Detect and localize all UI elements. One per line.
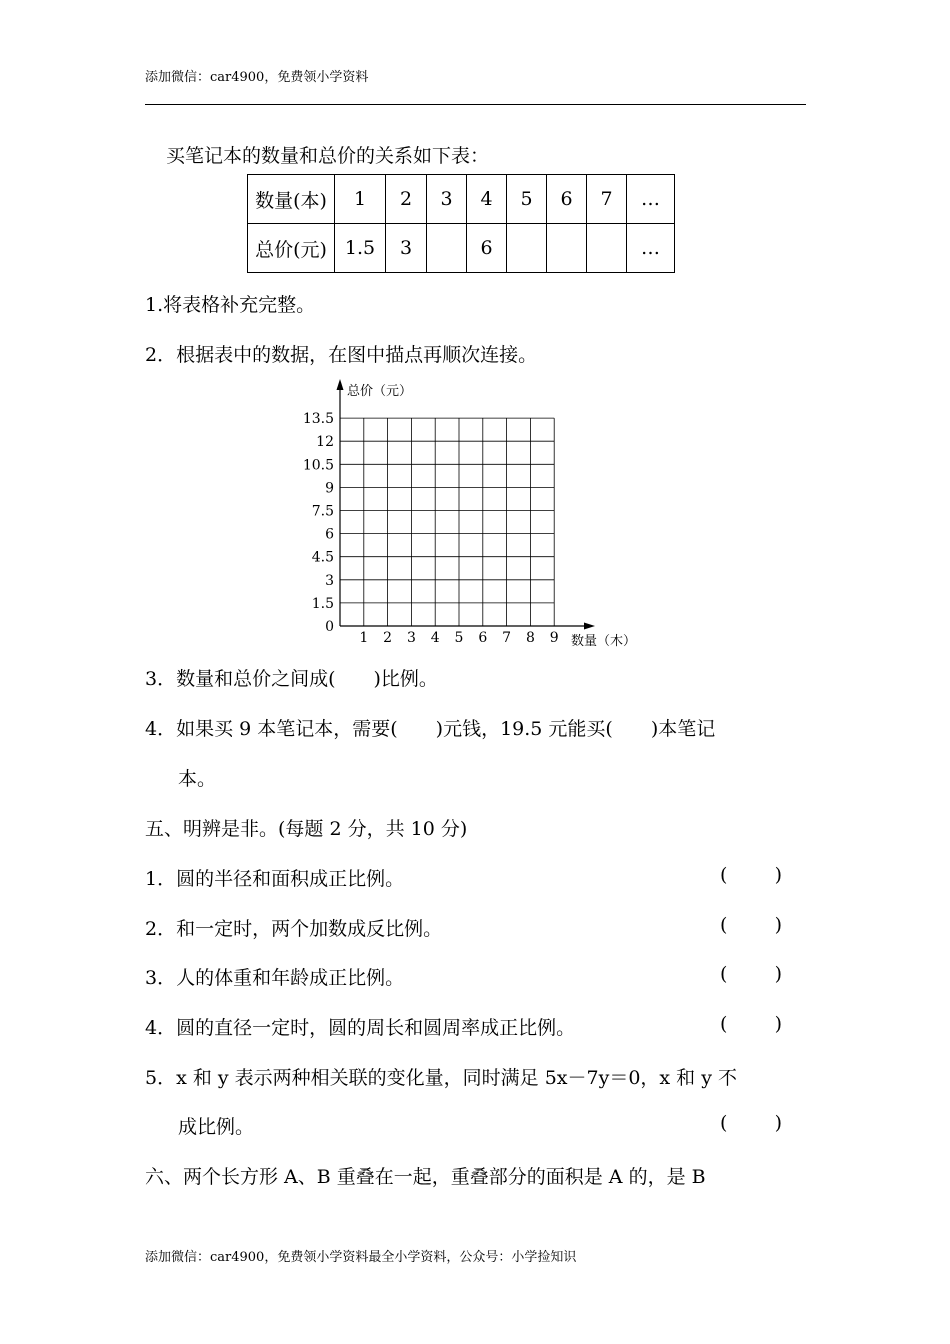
x-tick-label: 8 <box>525 630 535 646</box>
y-tick-label: 0 <box>325 619 334 635</box>
question-2: 2．根据表中的数据，在图中描点再顺次连接。 <box>145 344 538 366</box>
question-4: 4．如果买 9 本笔记本，需要( )元钱，19.5 元能买( )本笔记 <box>145 718 716 740</box>
table-cell: 5 <box>507 175 547 224</box>
y-tick-label: 3 <box>325 572 334 589</box>
table-row <box>248 224 675 273</box>
table-cell: 1 <box>335 175 386 224</box>
table-row <box>248 175 675 224</box>
question-1: 1.将表格补充完整。 <box>145 294 316 316</box>
section-6-title: 六、两个长方形 A、B 重叠在一起，重叠部分的面积是 A 的，是 B <box>145 1166 706 1188</box>
price-table <box>247 174 675 273</box>
judge-item: 3．人的体重和年龄成正比例。 <box>145 967 405 989</box>
question-4-continued: 本。 <box>178 768 217 790</box>
y-tick-label: 4.5 <box>311 549 334 566</box>
table-cell: 2 <box>386 175 427 224</box>
table-cell <box>507 224 547 273</box>
judge-item-continued: 成比例。 <box>178 1116 255 1138</box>
y-tick-label: 12 <box>316 434 334 451</box>
header-text: 添加微信：car4900，免费领小学资料 <box>145 70 369 85</box>
table-cell: 4 <box>467 175 507 224</box>
y-tick-label: 7.5 <box>311 503 334 520</box>
table-cell: … <box>627 175 675 224</box>
x-axis-label: 数量（木） <box>571 634 637 649</box>
footer-text: 添加微信：car4900，免费领小学资料最全小学资料，公众号：小学捡知识 <box>145 1250 577 1265</box>
table-cell: 数量(本) <box>248 175 335 224</box>
table-cell: 3 <box>386 224 427 273</box>
y-tick-label: 13.5 <box>302 411 334 428</box>
x-tick-label: 3 <box>406 630 416 646</box>
table-cell <box>587 224 627 273</box>
y-axis-label: 总价（元） <box>347 384 413 399</box>
header-divider <box>145 104 806 105</box>
x-tick-label: 6 <box>478 630 488 646</box>
y-tick-label: 6 <box>325 526 334 543</box>
y-tick-label: 10.5 <box>302 457 334 474</box>
table-cell <box>547 224 587 273</box>
judge-item: 4．圆的直径一定时，圆的周长和圆周率成正比例。 <box>145 1017 576 1039</box>
x-tick-label: 5 <box>454 630 464 646</box>
x-tick-label: 1 <box>359 630 369 646</box>
judge-item: 1．圆的半径和面积成正比例。 <box>145 868 405 890</box>
x-tick-label: 9 <box>549 630 559 646</box>
chart-grid <box>340 418 554 626</box>
x-tick-label: 7 <box>502 630 512 646</box>
x-tick-label: 2 <box>383 630 393 646</box>
x-tick-label: 4 <box>430 630 440 646</box>
table-cell <box>427 224 467 273</box>
chart-axes <box>337 379 596 630</box>
judge-item: 2．和一定时，两个加数成反比例。 <box>145 918 443 940</box>
judge-item: 5．x 和 y 表示两种相关联的变化量，同时满足 5x－7y＝0，x 和 y 不 <box>145 1067 737 1089</box>
table-cell: 3 <box>427 175 467 224</box>
table-cell: … <box>627 224 675 273</box>
y-tick-label: 9 <box>325 480 334 497</box>
table-cell: 1.5 <box>335 224 386 273</box>
x-axis-arrow <box>584 623 595 630</box>
intro-text: 买笔记本的数量和总价的关系如下表： <box>166 145 490 167</box>
chart-ticks <box>303 411 559 646</box>
table-cell: 7 <box>587 175 627 224</box>
table-cell: 总价(元) <box>248 224 335 273</box>
section-5-title: 五、明辨是非。(每题 2 分，共 10 分) <box>145 818 468 840</box>
question-3: 3．数量和总价之间成( )比例。 <box>145 668 438 690</box>
table-cell: 6 <box>467 224 507 273</box>
y-tick-label: 1.5 <box>311 595 334 612</box>
y-axis-arrow <box>337 379 344 390</box>
table-cell: 6 <box>547 175 587 224</box>
